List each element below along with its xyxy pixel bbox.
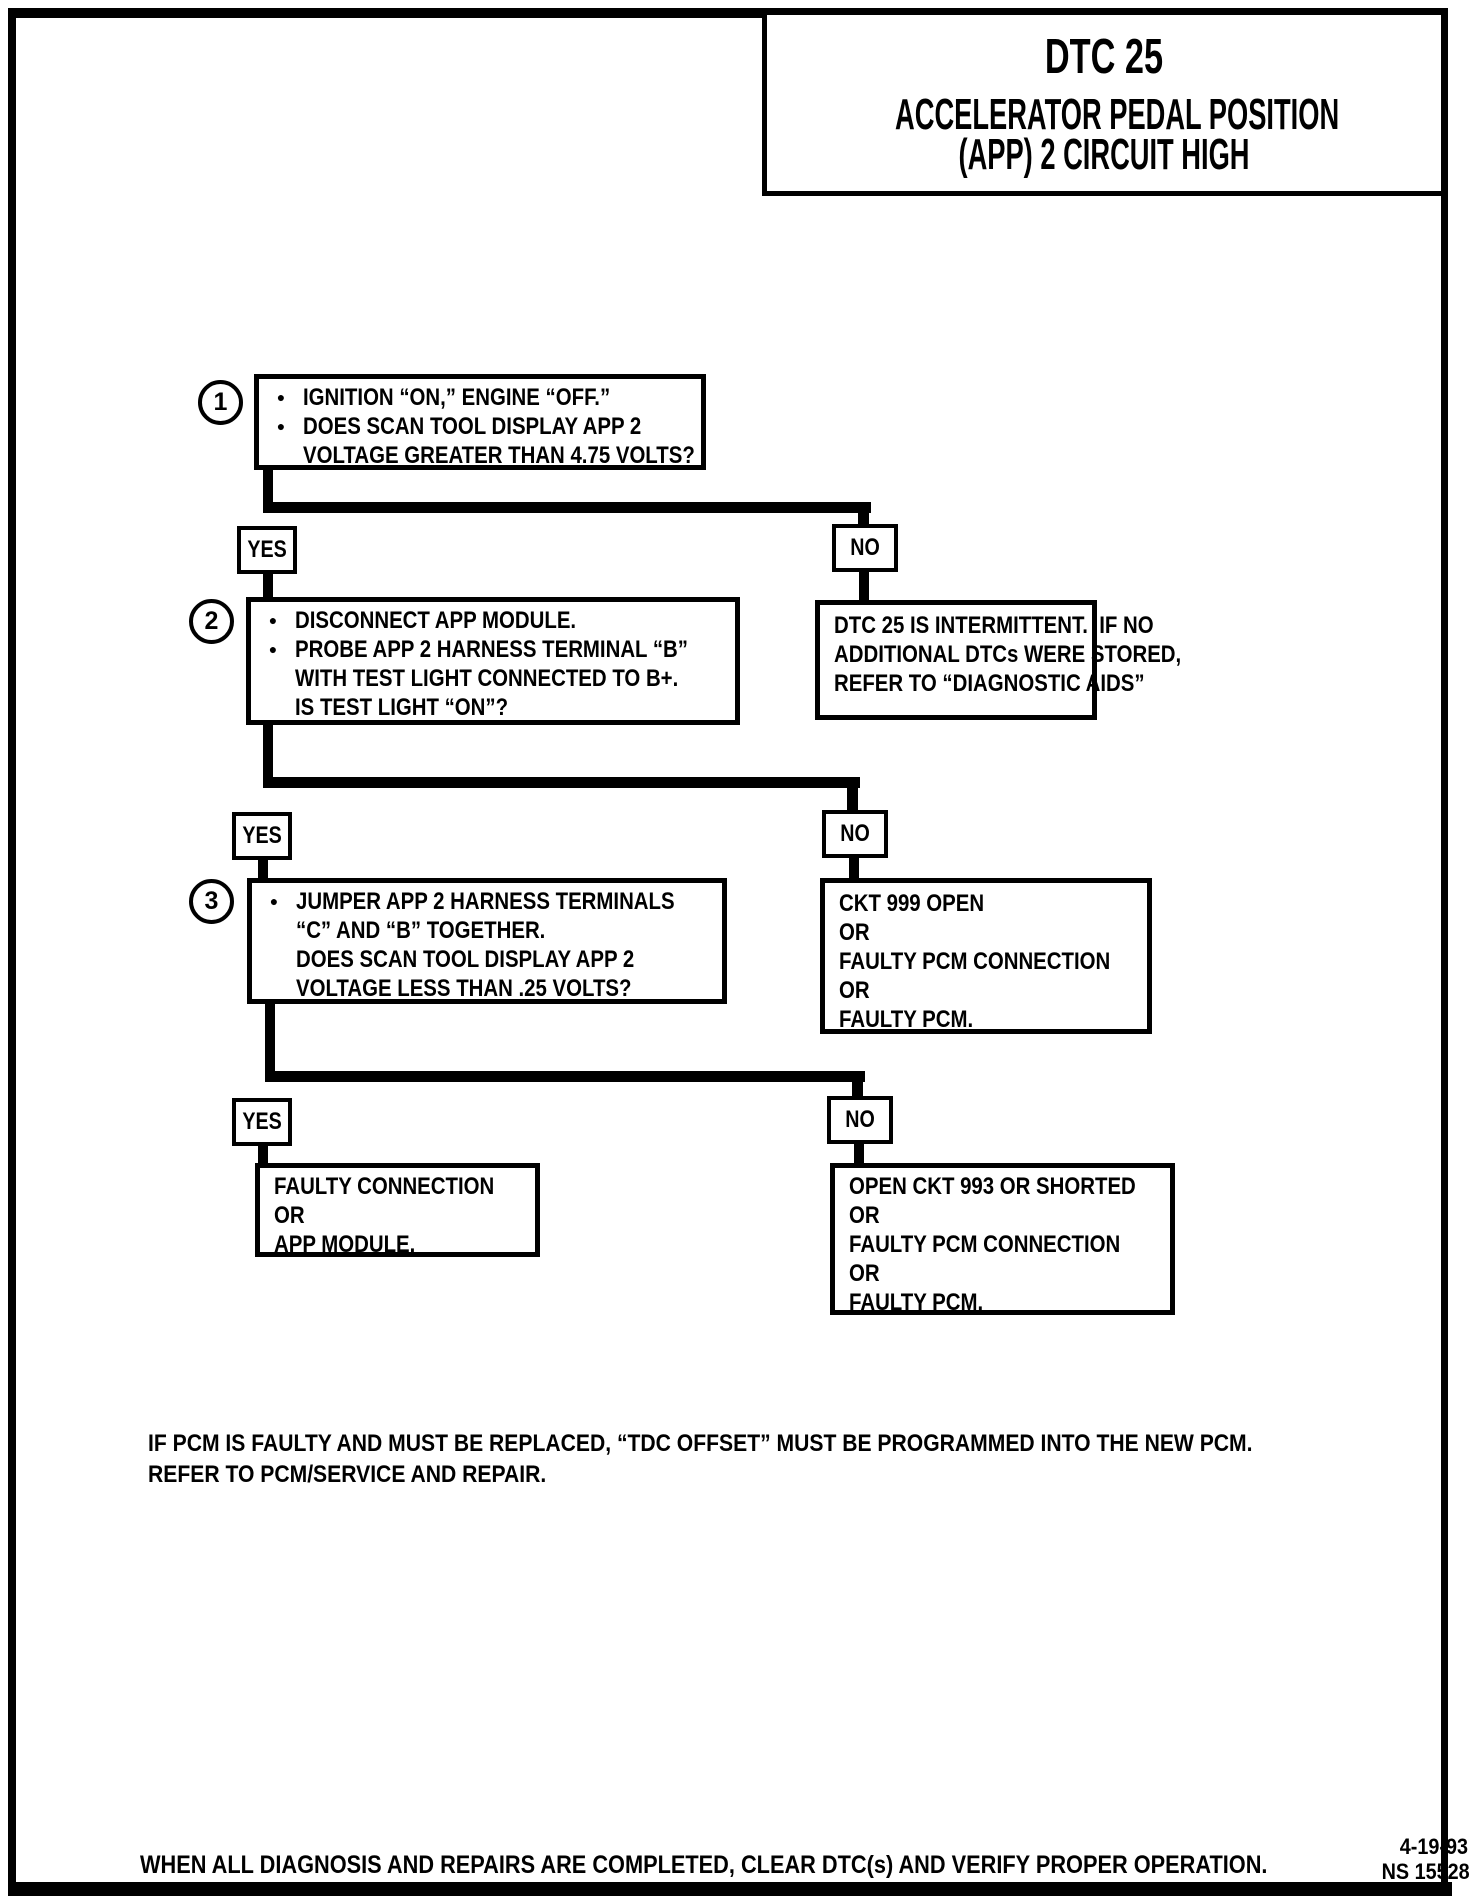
step-1-bullet-2: ● DOES SCAN TOOL DISPLAY APP 2 [259,412,701,441]
connector-line [258,860,268,880]
result-line: ADDITIONAL DTCs WERE STORED, [834,641,1182,668]
page-title-box [762,10,1446,196]
connector-line [265,1071,865,1082]
no-label-2: NO [822,810,888,858]
pcm-note-line-2: REFER TO PCM/SERVICE AND REPAIR. [148,1461,547,1488]
result-line: DTC 25 IS INTERMITTENT. IF NO [834,612,1154,639]
connector-line [263,723,273,785]
result-line: FAULTY PCM CONNECTION [839,948,1111,975]
bullet-icon: ● [276,389,286,405]
page-border-bottom [8,1882,1452,1896]
step-2-box [246,597,740,725]
step-2-bullet-1: ● DISCONNECT APP MODULE. [251,606,735,635]
ckt993-result-box [830,1163,1175,1315]
result-line: FAULTY PCM. [839,1006,974,1033]
bullet-icon: ● [269,893,279,909]
step-2-number: 2 [189,599,234,644]
result-line: OR [839,977,870,1004]
result-line: OR [274,1202,305,1229]
revision-date: 4-19-93 [1399,1834,1468,1859]
result-line: CKT 999 OPEN [839,890,985,917]
result-line: REFER TO “DIAGNOSTIC AIDS” [834,670,1145,697]
connector-line [263,777,860,788]
page-title-line-2: (APP) 2 CIRCUIT HIGH [958,130,1250,179]
step-1-bullet-2-cont: VOLTAGE GREATER THAN 4.75 VOLTS? [303,442,695,469]
connector-line [847,777,858,813]
document-number: NS 15528 [1381,1859,1470,1884]
step-1-bullet-1: ● IGNITION “ON,” ENGINE “OFF.” [259,383,701,412]
yes-label-3: YES [232,1098,292,1146]
step-3-bullet-1-cont: DOES SCAN TOOL DISPLAY APP 2 [296,946,635,973]
page-title-line-1: ACCELERATOR PEDAL POSITION [895,90,1340,139]
result-line: FAULTY CONNECTION [274,1173,495,1200]
dtc-code: DTC 25 [1044,30,1164,84]
footer-instruction: WHEN ALL DIAGNOSIS AND REPAIRS ARE COMPLETED, CLEAR DTC(s) AND VERIFY PROPER OPERATION. [140,1851,1268,1879]
step-3-bullet-1: ● JUMPER APP 2 HARNESS TERMINALS [252,887,722,916]
step-3-bullet-1-cont: VOLTAGE LESS THAN .25 VOLTS? [296,975,632,1002]
revision-stamp [1372,1834,1468,1884]
connector-line [854,1144,864,1164]
bullet-icon: ● [276,418,286,434]
step-2-bullet-2: ● PROBE APP 2 HARNESS TERMINAL “B” [251,635,735,664]
connector-line [263,574,273,599]
result-line: OR [849,1260,880,1287]
pcm-note [148,1428,1403,1490]
intermittent-result-box [815,600,1182,720]
connector-line [859,572,869,602]
page-border-left [8,8,16,1894]
step-3-bullet-1-cont: “C” AND “B” TOGETHER. [296,917,546,944]
step-3-number: 3 [189,879,234,924]
result-line: FAULTY PCM. [849,1289,984,1316]
step-2-bullet-2-cont: WITH TEST LIGHT CONNECTED TO B+. [295,665,679,692]
connector-line [263,502,871,513]
connector-line [258,1146,268,1164]
yes-label-1: YES [237,526,297,574]
pcm-note-line-1: IF PCM IS FAULTY AND MUST BE REPLACED, “TDC OFFSET” MUST BE PROGRAMMED INTO THE NEW PCM. [148,1430,1253,1457]
step-1-box [254,374,706,470]
step-1-number: 1 [198,380,243,425]
page-border-right [1441,8,1448,1888]
no-label-1: NO [832,524,898,572]
step-3-box [247,878,727,1004]
yes-label-2: YES [232,812,292,860]
result-line: FAULTY PCM CONNECTION [849,1231,1121,1258]
bullet-icon: ● [268,612,278,628]
connector-line [849,858,859,880]
step-2-bullet-2-cont: IS TEST LIGHT “ON”? [295,694,509,721]
ckt999-result-box [820,878,1152,1034]
result-line: OR [849,1202,880,1229]
no-label-3: NO [827,1096,893,1144]
result-line: OR [839,919,870,946]
faulty-connection-result-box [255,1163,540,1257]
bullet-icon: ● [268,641,278,657]
result-line: APP MODULE. [274,1231,416,1258]
result-line: OPEN CKT 993 OR SHORTED [849,1173,1136,1200]
connector-line [265,1002,275,1080]
